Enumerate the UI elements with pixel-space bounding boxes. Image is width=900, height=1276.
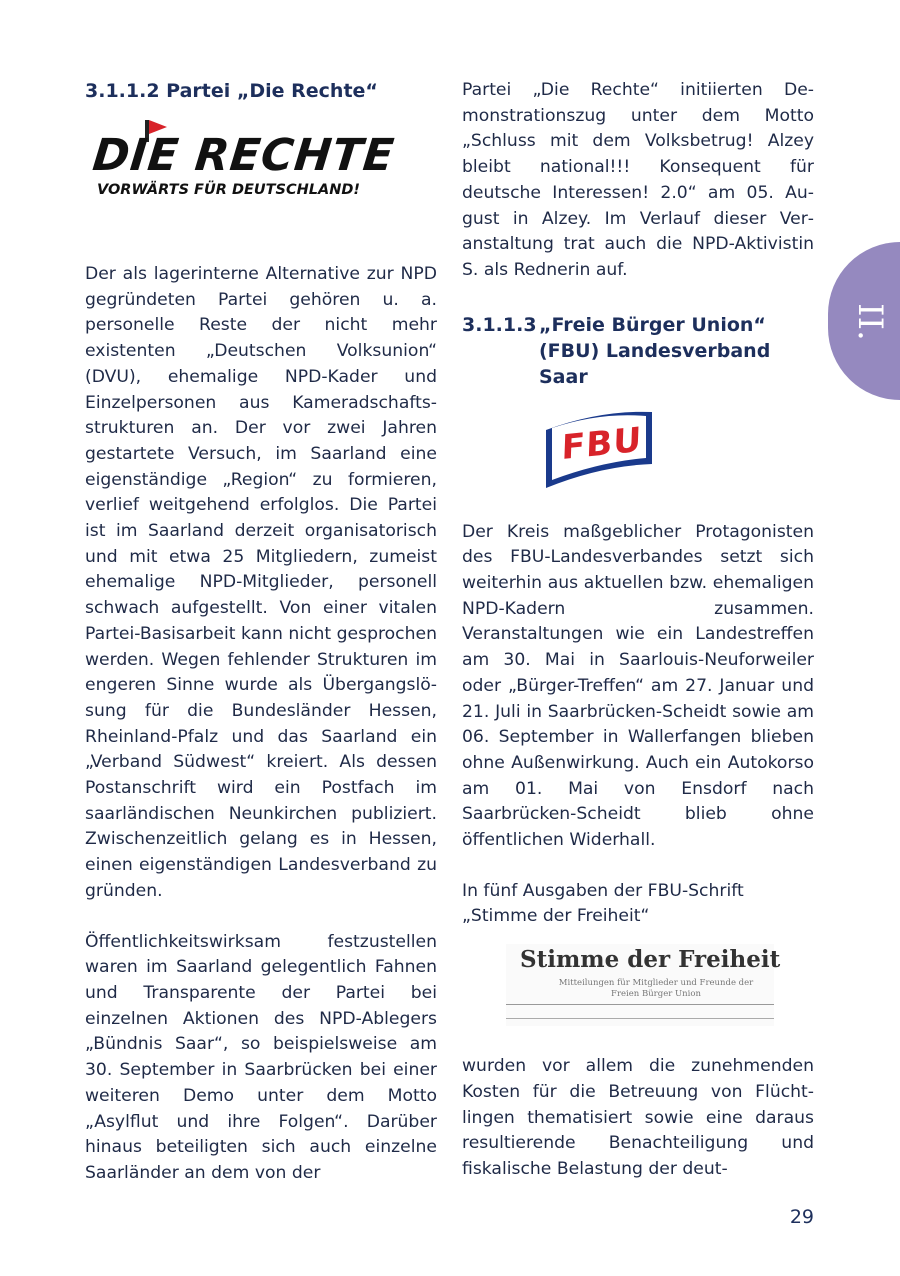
chapter-label: II. [850, 303, 890, 341]
divider [506, 1018, 774, 1019]
right-column [462, 78, 814, 1183]
logo-wordmark: DIE RECHTE [90, 130, 398, 181]
section-heading-3-1-1-2 [85, 78, 437, 104]
paragraph: Partei „Die Rechte“ initiierten Demonstrationszug unter dem Motto „Schluss mit dem Volksbetrug! Alzey bleibt national!!! Konsequent für deutsche Interessen! 2.0“ am 05. August in Alzey. Im Verlauf dieser Veranstaltung trat auch die NPD-Aktivistin S. als Rednerin auf. [462, 80, 814, 280]
paragraph: Öffentlichkeitswirksam festzustellen waren im Saarland gelegentlich Fahnen und Transparente der Partei bei einzelnen Aktionen des NPD-Ablegers „Bündnis Saar“, so beispielsweise am 30. September in Saarbrücken bei einer weiteren Demo unter dem Motto „Asylflut und ihre Folgen“. Darüber hinaus beteiligten sich auch einzelne Saarländer an dem von der [85, 931, 437, 1183]
divider [506, 1004, 774, 1005]
paragraph: In fünf Ausgaben der FBU-Schrift „Stimme der Freiheit“ [462, 880, 744, 927]
fbu-logo [540, 406, 670, 498]
masthead-subtitle: Mitteilungen für Mitglieder und Freunde der Freien Bürger Union [558, 978, 754, 1000]
page-number: 29 [789, 1206, 814, 1228]
stimme-der-freiheit-masthead [506, 944, 781, 1026]
left-column [85, 78, 437, 1187]
paragraph: wurden vor allem die zunehmenden Kosten für die Betreuung von Flüchtlingen thematisiert sowie eine daraus resultierende Benachteiligung und fiskalische Belastung der deut- [462, 1056, 814, 1179]
die-rechte-logo [89, 116, 409, 208]
masthead-title: Stimme der Freiheit [520, 946, 781, 974]
section-number: 3.1.1.3 [462, 313, 537, 336]
logo-tagline: VORWÄRTS FÜR DEUTSCHLAND! [97, 182, 361, 198]
fbu-wordmark: FBU [560, 419, 643, 468]
section-heading-3-1-1-3 [462, 312, 814, 390]
section-title: Partei „Die Rechte“ [166, 80, 378, 102]
section-title: „Freie Bürger Union“ (FBU) Landesverband Saar [539, 313, 771, 388]
section-number: 3.1.1.2 [85, 80, 160, 102]
chapter-tab [828, 242, 900, 400]
paragraph: Der Kreis maßgeblicher Protagonisten des FBU-Landesverbandes setzt sich weiterhin aus aktuellen bzw. ehemaligen NPD-Kadern zusammen. Veranstaltungen wie ein Landestreffen am 30. Mai in Saarlouis-Neuforweiler oder „Bürger-Treffen“ am 27. Januar und 21. Juli in Saarbrücken-Scheidt sowie am 06. September in Wallerfangen blieben ohne Außenwirkung. Auch ein Autokorso am 01. Mai von Ensdorf nach Saarbrücken-Scheidt blieb ohne öffentlichen Widerhall. [462, 521, 814, 851]
paragraph: Der als lagerinterne Alternative zur NPD gegründeten Partei gehören u. a. personelle Reste der nicht mehr existenten „Deutschen Volksunion“ (DVU), ehemalige NPD-Kader und Einzelpersonen aus Kameradschaftsstrukturen an. Der vor zwei Jahren gestartete Versuch, im Saarland eine eigenständige „Region“ zu formieren, verlief weitgehend erfolglos. Die Partei ist im Saarland derzeit organisatorisch und mit etwa 25 Mitgliedern, zumeist ehemalige NPD-Mitglieder, personell schwach aufgestellt. Von einer vitalen Partei-Basisarbeit kann nicht gesprochen werden. Wegen fehlender Strukturen im engeren Sinne wurde als Übergangslösung für die Bundesländer Hessen, Rheinland-Pfalz und das Saarland ein „Verband Südwest“ kreiert. Als dessen Postanschrift wird ein Postfach im saarländischen Neunkirchen publiziert. Zwischenzeitlich gelang es in Hessen, einen eigenständigen Landesverband zu gründen. [85, 264, 437, 901]
